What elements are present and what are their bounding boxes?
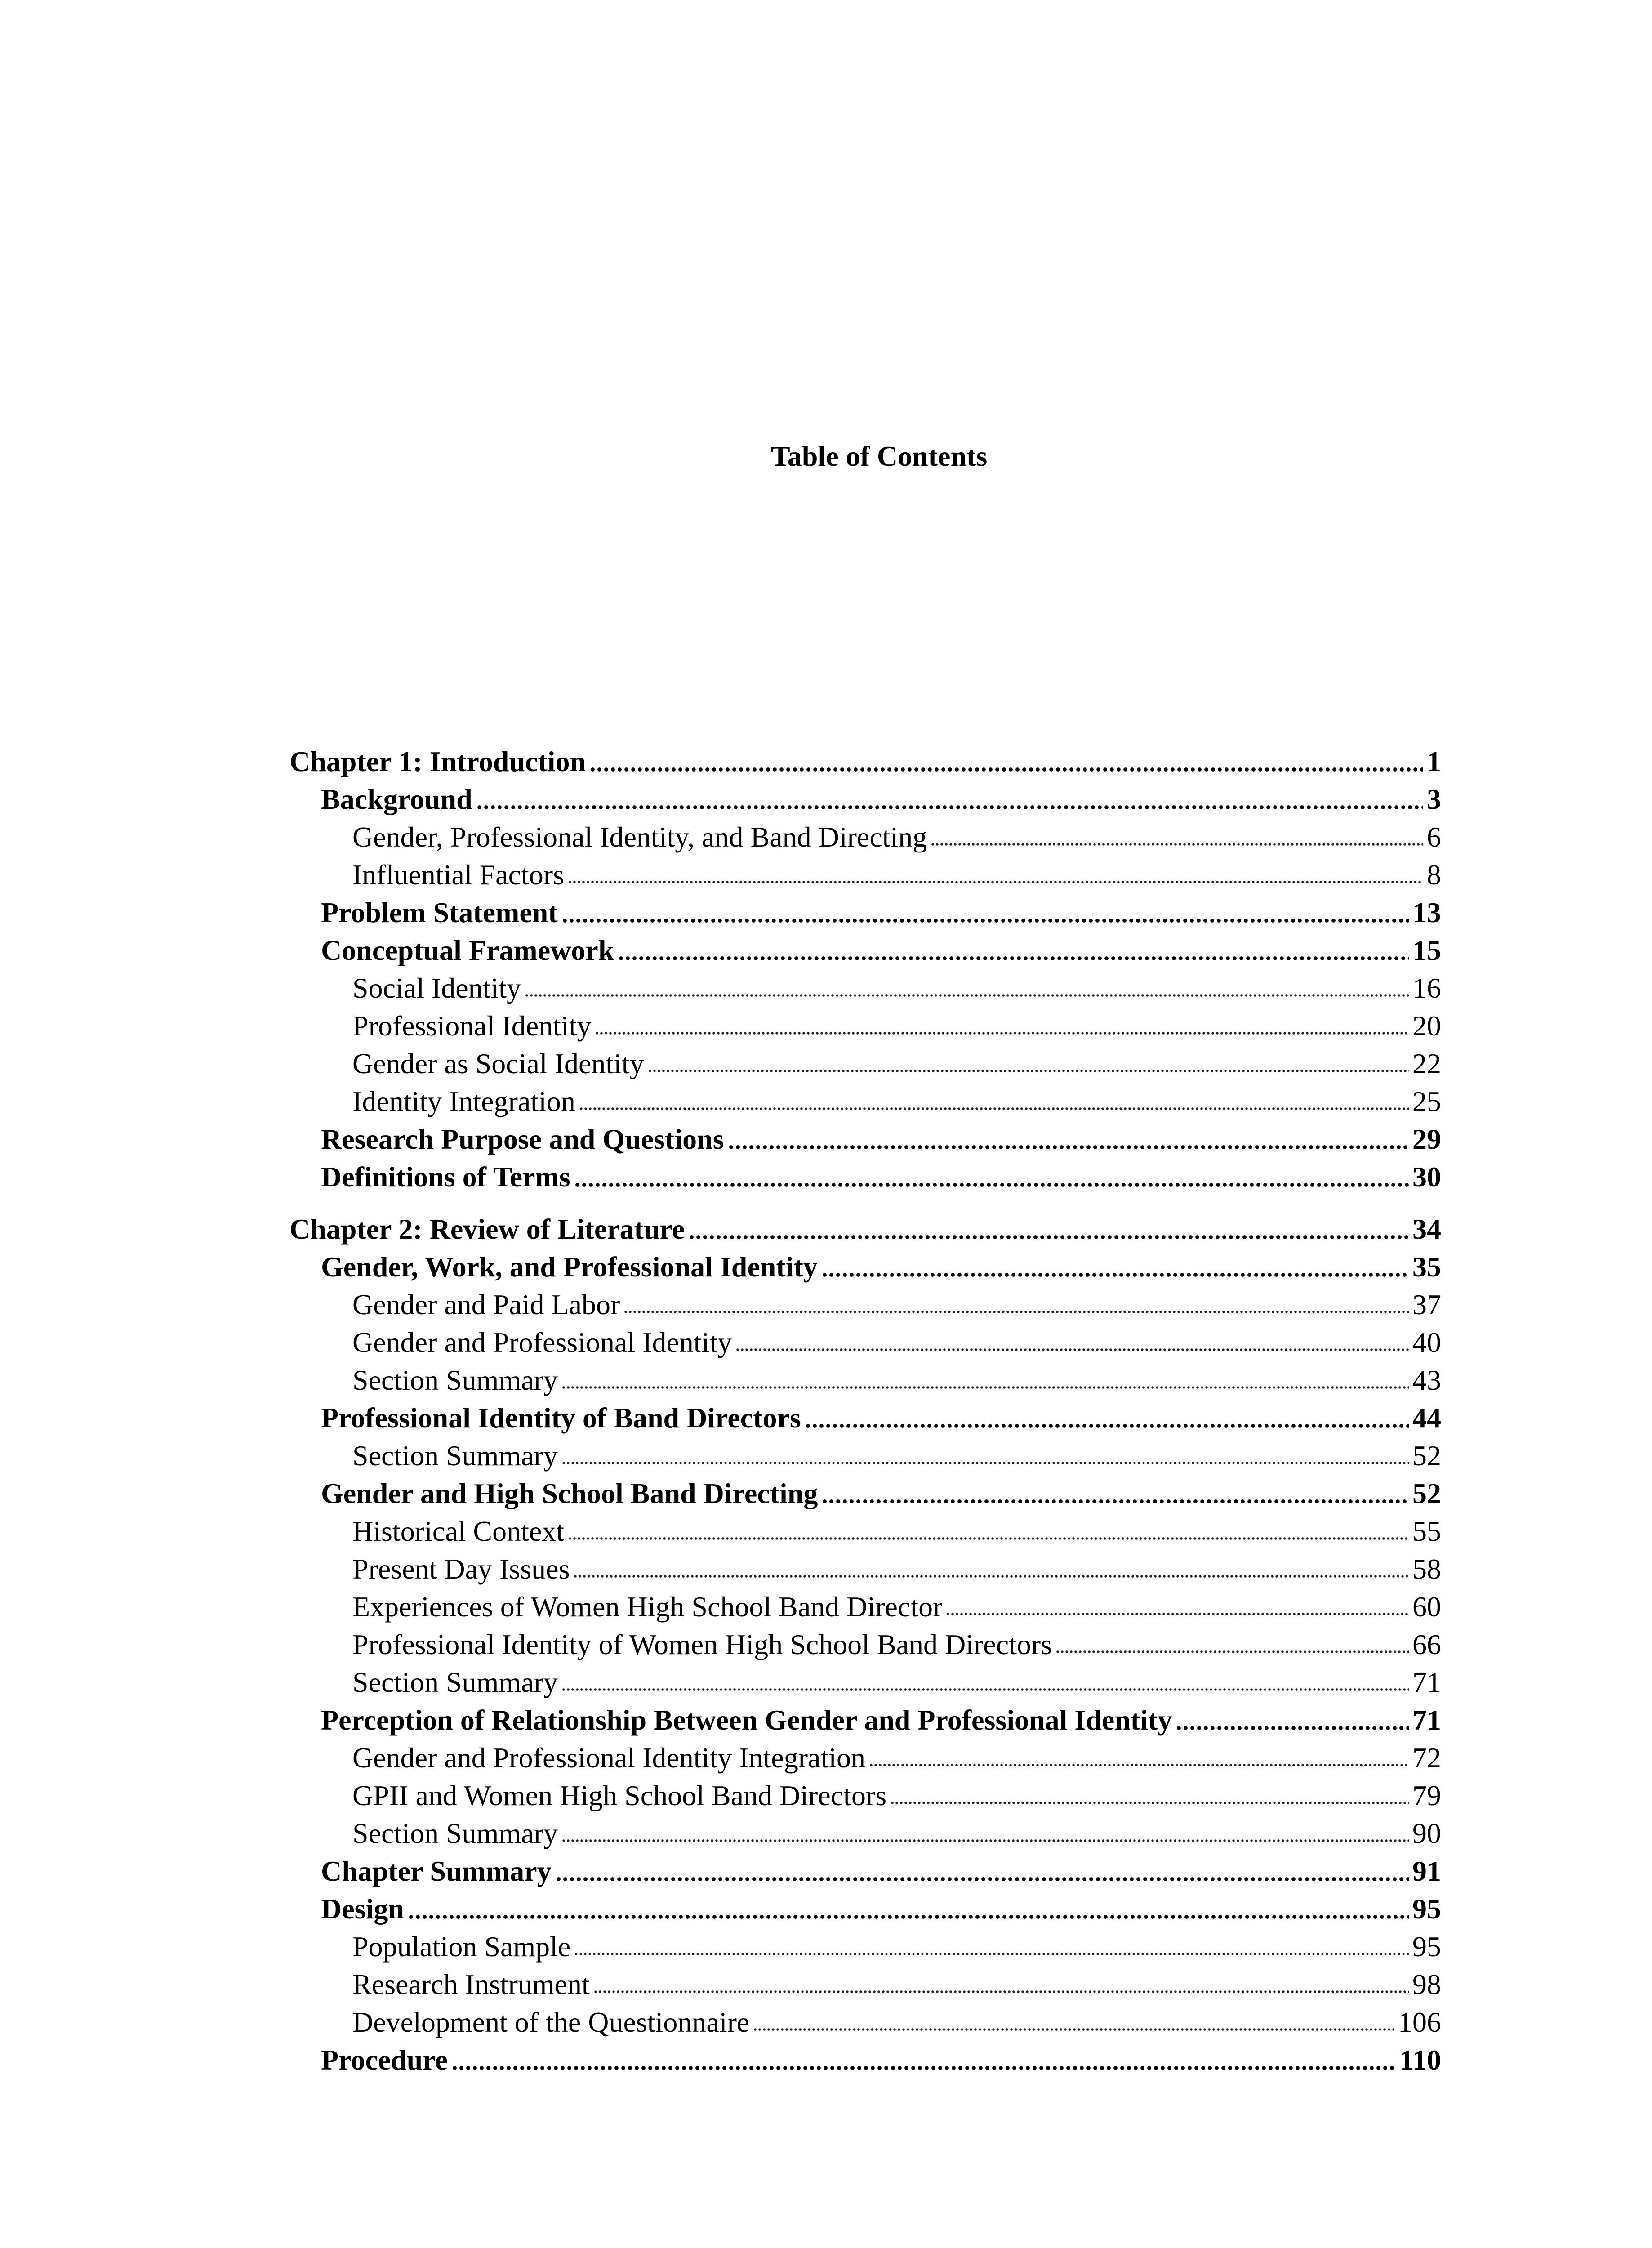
toc-entry-page: 6 bbox=[1427, 821, 1441, 853]
toc-entry-page: 71 bbox=[1412, 1666, 1441, 1698]
toc-entry bbox=[289, 1928, 1441, 1966]
leader-dots bbox=[568, 1512, 1409, 1550]
toc-entry-title: Chapter Summary bbox=[321, 1855, 552, 1887]
toc-entry-title: Experiences of Women High School Band Director bbox=[352, 1591, 943, 1623]
toc-entry-page: 3 bbox=[1427, 783, 1441, 815]
leader-dots bbox=[476, 781, 1423, 818]
leader-dots bbox=[525, 969, 1409, 1007]
toc-entry-page: 95 bbox=[1412, 1893, 1441, 1925]
toc-entry-page: 43 bbox=[1412, 1364, 1441, 1396]
toc-entry-title: Chapter 1: Introduction bbox=[289, 745, 586, 777]
toc-entry-page: 35 bbox=[1412, 1251, 1441, 1283]
toc-entry bbox=[289, 2003, 1441, 2041]
leader-dots bbox=[821, 1248, 1409, 1286]
toc-entry bbox=[289, 1083, 1441, 1120]
toc-entry-page: 79 bbox=[1412, 1780, 1441, 1811]
toc-entry-title: Research Instrument bbox=[352, 1968, 590, 2000]
toc-entry-title: Definitions of Terms bbox=[321, 1161, 570, 1193]
leader-dots bbox=[595, 1007, 1409, 1045]
leader-dots bbox=[618, 932, 1409, 969]
leader-dots bbox=[648, 1045, 1409, 1083]
leader-dots bbox=[408, 1890, 1409, 1928]
toc-entry-page: 1 bbox=[1427, 745, 1441, 777]
leader-dots bbox=[561, 1437, 1409, 1475]
toc-entry-page: 90 bbox=[1412, 1817, 1441, 1849]
toc-entry bbox=[289, 1852, 1441, 1890]
toc-entry-title: Gender and Professional Identity Integration bbox=[352, 1742, 865, 1774]
leader-dots bbox=[573, 1550, 1409, 1588]
toc-entry bbox=[289, 1815, 1441, 1852]
toc-entry-title: Gender, Professional Identity, and Band Directing bbox=[352, 821, 927, 853]
toc-entry bbox=[289, 818, 1441, 856]
toc-entry bbox=[289, 1007, 1441, 1045]
toc-entry-page: 15 bbox=[1412, 934, 1441, 966]
toc-entry bbox=[289, 781, 1441, 818]
toc-entry-title: Problem Statement bbox=[321, 897, 558, 928]
leader-dots bbox=[753, 2003, 1394, 2041]
leader-dots bbox=[561, 894, 1409, 932]
toc-entry-title: Background bbox=[321, 783, 472, 815]
toc-entry-title: Procedure bbox=[321, 2044, 448, 2076]
leader-dots bbox=[931, 818, 1423, 856]
toc-entry-page: 25 bbox=[1412, 1085, 1441, 1117]
toc-entry-page: 106 bbox=[1398, 2006, 1441, 2038]
toc-entry-page: 40 bbox=[1412, 1326, 1441, 1358]
leader-dots bbox=[579, 1083, 1409, 1120]
toc-entry bbox=[289, 1739, 1441, 1777]
leader-dots bbox=[561, 1815, 1409, 1852]
toc-entry bbox=[289, 1210, 1441, 1248]
toc-entry-page: 71 bbox=[1412, 1704, 1441, 1736]
toc-entry bbox=[289, 1588, 1441, 1626]
toc-entry-title: Present Day Issues bbox=[352, 1553, 570, 1585]
toc-entry bbox=[289, 1361, 1441, 1399]
toc-entry-title: Professional Identity of Women High School Band Directors bbox=[352, 1628, 1052, 1660]
toc-entry bbox=[289, 1120, 1441, 1158]
leader-dots bbox=[561, 1361, 1409, 1399]
toc-entry bbox=[289, 1777, 1441, 1815]
toc-entry-page: 44 bbox=[1412, 1402, 1441, 1434]
toc-entry-title: Design bbox=[321, 1893, 404, 1925]
leader-dots bbox=[561, 1664, 1409, 1701]
toc-entry-title: Gender as Social Identity bbox=[352, 1048, 644, 1079]
leader-dots bbox=[623, 1286, 1409, 1324]
toc-entry bbox=[289, 1966, 1441, 2003]
toc-entry bbox=[289, 1512, 1441, 1550]
toc-entry-page: 60 bbox=[1412, 1591, 1441, 1623]
toc-entry bbox=[289, 1475, 1441, 1512]
toc-entry-title: Influential Factors bbox=[352, 859, 564, 891]
toc-entry-title: GPII and Women High School Band Directors bbox=[352, 1780, 887, 1811]
toc-entry bbox=[289, 1437, 1441, 1475]
leader-dots bbox=[589, 743, 1423, 781]
toc-entry bbox=[289, 856, 1441, 894]
toc-entry-title: Conceptual Framework bbox=[321, 934, 614, 966]
toc-entry bbox=[289, 1158, 1441, 1196]
toc-entry-title: Section Summary bbox=[352, 1817, 558, 1849]
toc-entry bbox=[289, 1286, 1441, 1324]
toc-entry-title: Section Summary bbox=[352, 1364, 558, 1396]
leader-dots bbox=[574, 1928, 1409, 1966]
toc-entry-title: Gender and High School Band Directing bbox=[321, 1477, 818, 1509]
leader-dots bbox=[1055, 1626, 1409, 1664]
toc-entry-page: 22 bbox=[1412, 1048, 1441, 1079]
toc-entry-title: Section Summary bbox=[352, 1666, 558, 1698]
leader-dots bbox=[728, 1120, 1409, 1158]
leader-dots bbox=[946, 1588, 1409, 1626]
leader-dots bbox=[555, 1852, 1409, 1890]
toc-entry bbox=[289, 969, 1441, 1007]
leader-dots bbox=[821, 1475, 1409, 1512]
toc-entry bbox=[289, 1324, 1441, 1361]
toc-entry-title: Gender and Paid Labor bbox=[352, 1289, 620, 1320]
toc-entry-title: Population Sample bbox=[352, 1931, 571, 1963]
toc-entry-title: Perception of Relationship Between Gender and Professional Identity bbox=[321, 1704, 1172, 1736]
toc-entry-title: Professional Identity of Band Directors bbox=[321, 1402, 801, 1434]
leader-dots bbox=[451, 2041, 1396, 2079]
toc-entry-page: 30 bbox=[1412, 1161, 1441, 1193]
leader-dots bbox=[805, 1399, 1409, 1437]
page-title: Table of Contents bbox=[771, 440, 988, 472]
toc-entry-page: 20 bbox=[1412, 1010, 1441, 1042]
toc-entry-title: Research Purpose and Questions bbox=[321, 1123, 724, 1155]
toc-entry bbox=[289, 743, 1441, 781]
toc-entry-title: Development of the Questionnaire bbox=[352, 2006, 750, 2038]
toc-entry-page: 52 bbox=[1412, 1440, 1441, 1472]
toc-entry bbox=[289, 932, 1441, 969]
toc-entry bbox=[289, 1664, 1441, 1701]
leader-dots bbox=[890, 1777, 1409, 1815]
toc-entry-page: 29 bbox=[1412, 1123, 1441, 1155]
leader-dots bbox=[1176, 1701, 1409, 1739]
toc-entry-page: 8 bbox=[1427, 859, 1441, 891]
toc-entry-title: Identity Integration bbox=[352, 1085, 575, 1117]
toc-entry-page: 66 bbox=[1412, 1628, 1441, 1660]
toc-entry-page: 52 bbox=[1412, 1477, 1441, 1509]
toc-entry-page: 98 bbox=[1412, 1968, 1441, 2000]
toc-entry bbox=[289, 1890, 1441, 1928]
toc-entry-title: Social Identity bbox=[352, 972, 521, 1004]
toc-entry bbox=[289, 1248, 1441, 1286]
toc-entry-page: 34 bbox=[1412, 1213, 1441, 1245]
toc-entry-page: 95 bbox=[1412, 1931, 1441, 1963]
toc-entry-title: Chapter 2: Review of Literature bbox=[289, 1213, 685, 1245]
toc-entry-title: Gender, Work, and Professional Identity bbox=[321, 1251, 818, 1283]
toc-entry-title: Professional Identity bbox=[352, 1010, 592, 1042]
toc-entry bbox=[289, 1626, 1441, 1664]
toc-entry bbox=[289, 2041, 1441, 2079]
leader-dots bbox=[568, 856, 1423, 894]
toc-list bbox=[289, 743, 1441, 2079]
toc-entry-page: 16 bbox=[1412, 972, 1441, 1004]
leader-dots bbox=[593, 1966, 1409, 2003]
toc-entry-page: 37 bbox=[1412, 1289, 1441, 1320]
toc-entry bbox=[289, 1701, 1441, 1739]
toc-entry bbox=[289, 1399, 1441, 1437]
toc-entry-page: 72 bbox=[1412, 1742, 1441, 1774]
toc-entry-page: 91 bbox=[1412, 1855, 1441, 1887]
toc-entry-title: Section Summary bbox=[352, 1440, 558, 1472]
toc-entry bbox=[289, 894, 1441, 932]
leader-dots bbox=[735, 1324, 1409, 1361]
toc-entry bbox=[289, 1045, 1441, 1083]
toc-entry-page: 13 bbox=[1412, 897, 1441, 928]
toc-entry-title: Gender and Professional Identity bbox=[352, 1326, 732, 1358]
leader-dots bbox=[688, 1210, 1409, 1248]
toc-entry-page: 58 bbox=[1412, 1553, 1441, 1585]
toc-entry-page: 110 bbox=[1399, 2044, 1441, 2076]
toc-entry bbox=[289, 1550, 1441, 1588]
leader-dots bbox=[574, 1158, 1409, 1196]
toc-entry-title: Historical Context bbox=[352, 1515, 565, 1547]
toc-entry-page: 55 bbox=[1412, 1515, 1441, 1547]
leader-dots bbox=[869, 1739, 1409, 1777]
